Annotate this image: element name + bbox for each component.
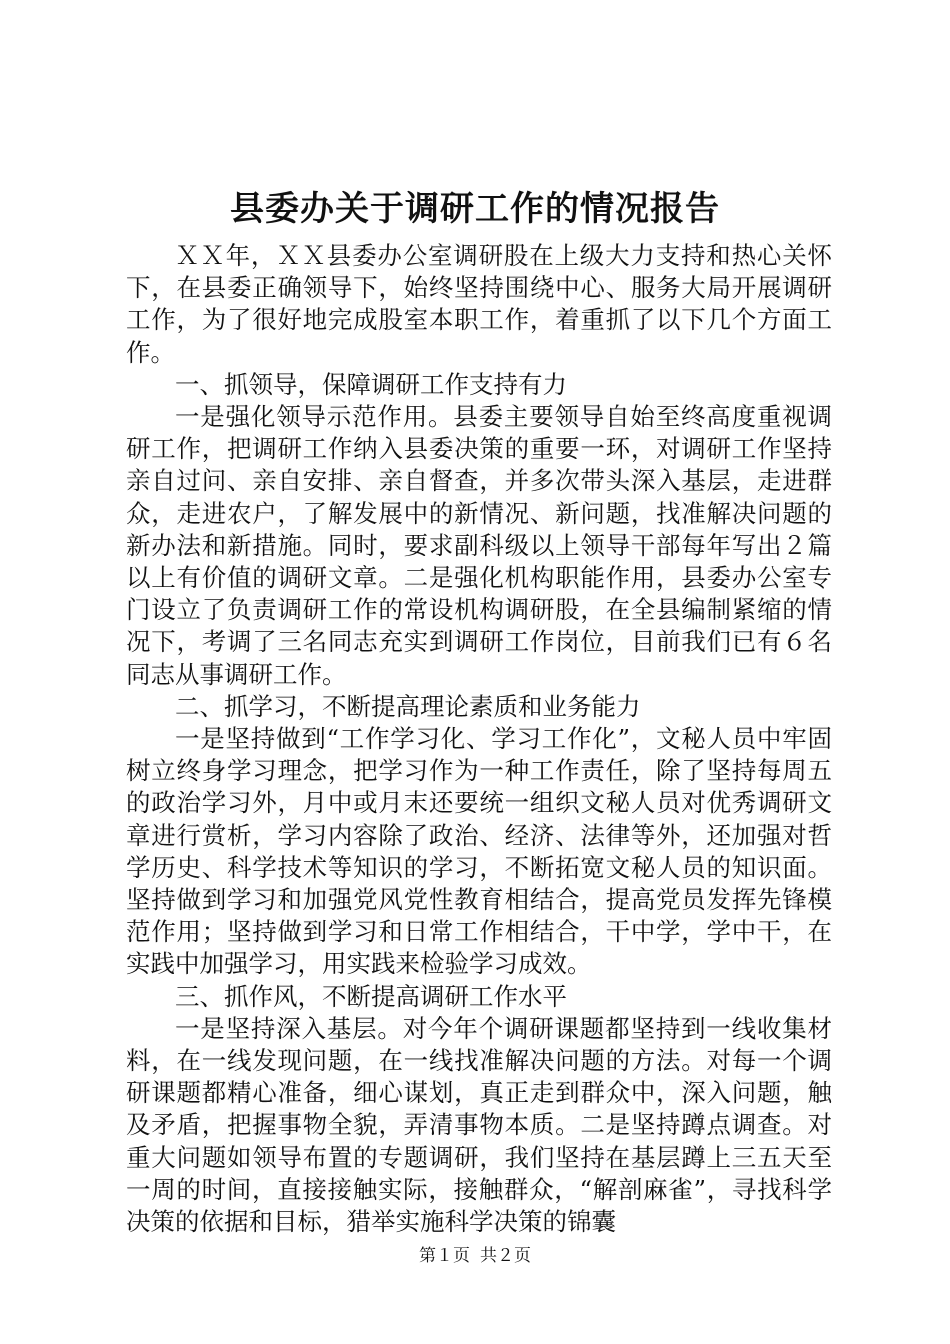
- page-number-current: 第１页: [419, 1246, 470, 1266]
- page-footer: [0, 1245, 950, 1267]
- intro-paragraph: ＸＸ年，ＸＸ县委办公室调研股在上级大力支持和热心关怀下，在县委正确领导下，始终坚持围绕中心、服务大局开展调研工作，为了很好地完成股室本职工作，着重抓了以下几个方面工作。: [126, 241, 832, 367]
- document-body: [126, 240, 832, 1238]
- page-number-total: 共２页: [480, 1246, 531, 1266]
- section-3-paragraph: 一是坚持深入基层。对今年个调研课题都坚持到一线收集材料，在一线发现问题，在一线找准解决问题的方法。对每一个调研课题都精心准备，细心谋划，真正走到群众中，深入问题，触及矛盾，把握事物全貌，弄清事物本质。二是坚持蹲点调查。对重大问题如领导布置的专题调研，我们坚持在基层蹲上三五天至一周的时间，直接接触实际，接触群众，“解剖麻雀”，寻找科学决策的依据和目标，猎举实施科学决策的锦囊: [126, 1013, 832, 1237]
- section-1-paragraph: 一是强化领导示范作用。县委主要领导自始至终高度重视调研工作，把调研工作纳入县委决策的重要一环，对调研工作坚持亲自过问、亲自安排、亲自督查，并多次带头深入基层，走进群众，走进农户，了解发展中的新情况、新问题，找准解决问题的新办法和新措施。同时，要求副科级以上领导干部每年写出２篇以上有价值的调研文章。二是强化机构职能作用，县委办公室专门设立了负责调研工作的常设机构调研股，在全县编制紧缩的情况下，考调了三名同志充实到调研工作岗位，目前我们已有６名同志从事调研工作。: [126, 402, 832, 689]
- section-2-paragraph: 一是坚持做到“工作学习化、学习工作化”，文秘人员中牢固树立终身学习理念，把学习作为一种工作责任，除了坚持每周五的政治学习外，月中或月末还要统一组织文秘人员对优秀调研文章进行赏析，学习内容除了政治、经济、法律等外，还加强对哲学历史、科学技术等知识的学习，不断拓宽文秘人员的知识面。坚持做到学习和加强党风党性教育相结合，提高党员发挥先锋模范作用；坚持做到学习和日常工作相结合，干中学，学中干，在实践中加强学习，用实践来检验学习成效。: [126, 724, 832, 979]
- section-heading-3: 三、抓作风，不断提高调研工作水平: [175, 981, 567, 1011]
- section-heading-2: 二、抓学习，不断提高理论素质和业务能力: [175, 691, 641, 721]
- section-heading-1: 一、抓领导，保障调研工作支持有力: [175, 369, 567, 399]
- document-title: 县委办关于调研工作的情况报告: [230, 189, 720, 229]
